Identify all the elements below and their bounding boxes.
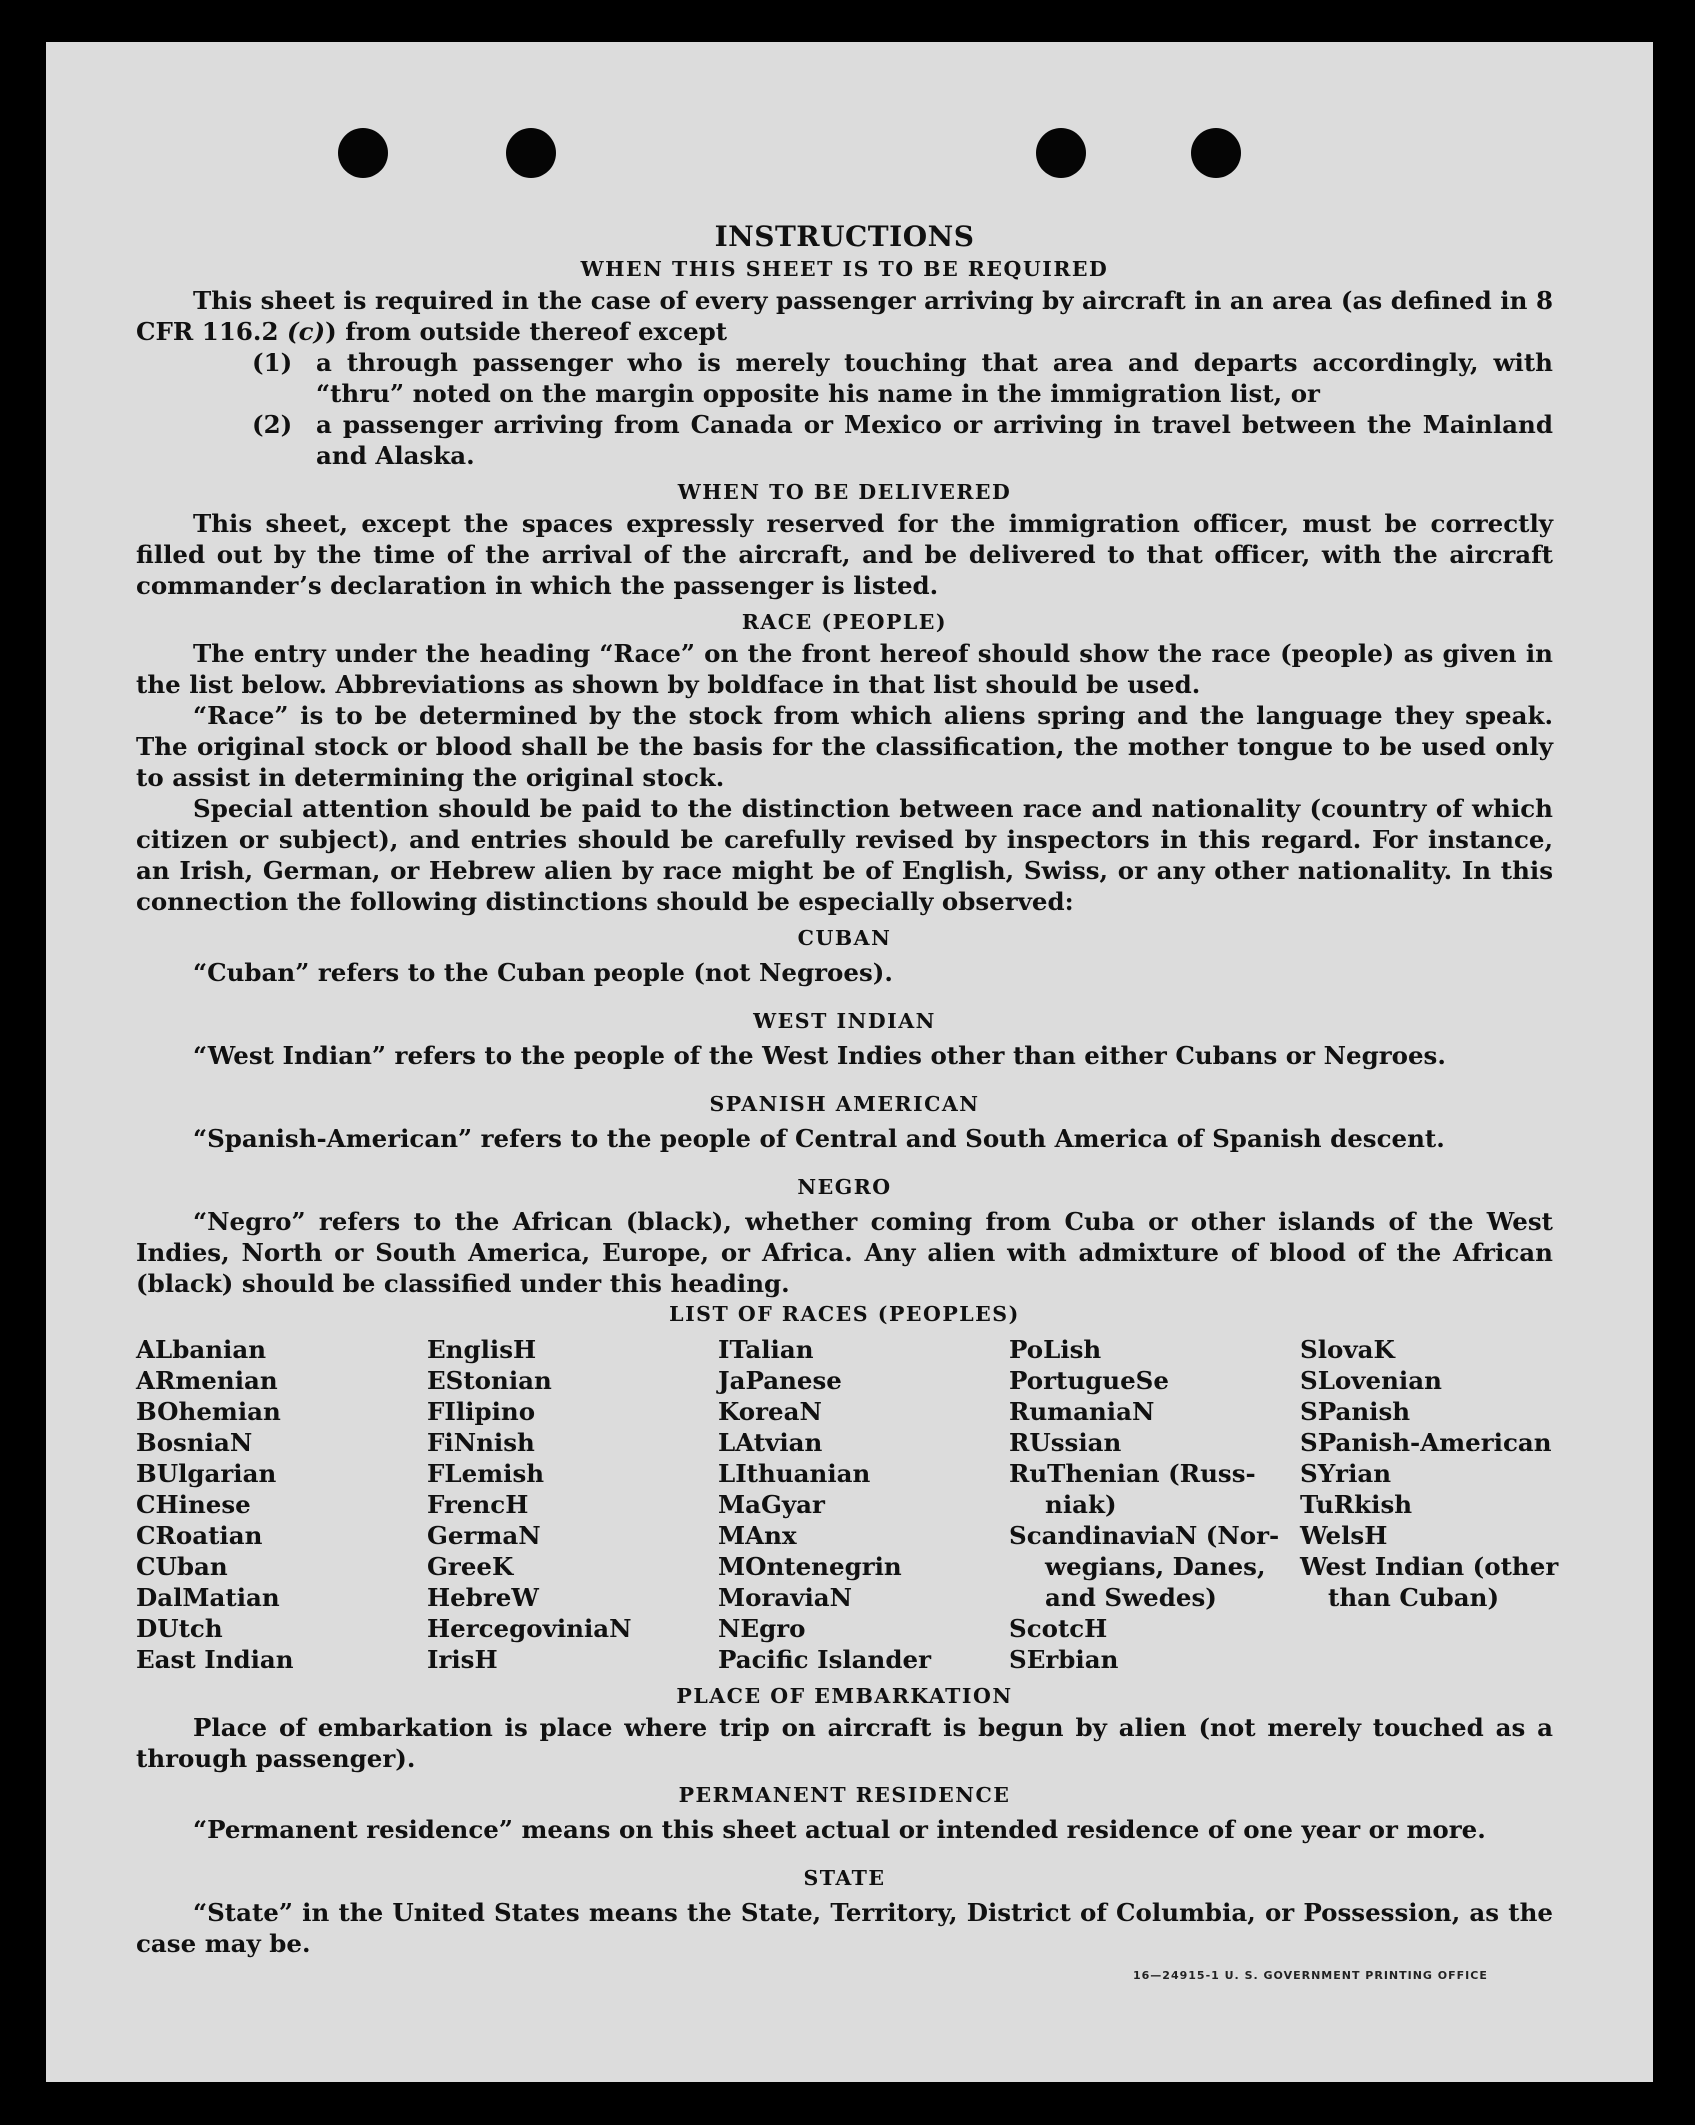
section-heading-spanish-american: SPANISH AMERICAN [709,1092,980,1116]
race-entry-continued: wegians, Danes, [1045,1552,1266,1581]
text: This sheet is required in the case of every passenger arriving by aircraft in an area (as defined in 8 CFR 116.2 [136,286,1553,346]
exception-item [136,409,1553,471]
punch-hole [1036,128,1086,178]
race-entry: GreeK [427,1552,514,1581]
punch-hole [338,128,388,178]
race-entry: LAtvian [718,1428,823,1457]
section-heading-delivered: WHEN TO BE DELIVERED [677,480,1012,504]
section-heading-race: RACE (PEOPLE) [741,610,948,634]
race-entry: East Indian [136,1645,294,1674]
west-indian-paragraph: “West Indian” refers to the people of the West Indies other than either Cubans or Negroes. [193,1041,1446,1070]
required-paragraph [136,285,1553,347]
race-paragraph-2: “Race” is to be determined by the stock from which aliens spring and the language they speak. The original stock or blood shall be the basis for the classification, the mother tongue to be used only to assist in determining the original stock. [136,701,1553,792]
race-entry: HebreW [427,1583,539,1612]
race-entry: EStonian [427,1366,552,1395]
races-column [1300,1334,1591,1675]
section-heading-residence: PERMANENT RESIDENCE [678,1783,1011,1807]
section-heading-state: STATE [803,1866,886,1890]
race-entry: CHinese [136,1490,251,1519]
section-heading-cuban: CUBAN [797,926,892,950]
page-title: INSTRUCTIONS [714,220,975,253]
text: ) from outside thereof [325,317,638,346]
spanish-american-paragraph: “Spanish-American” refers to the people of Central and South America of Spanish descent. [193,1124,1445,1153]
exception-item [136,347,1553,409]
race-entry: CRoatian [136,1521,263,1550]
race-entry: ARmenian [136,1366,278,1395]
race-entry: ALbanian [136,1335,267,1364]
negro-paragraph: “Negro” refers to the African (black), whether coming from Cuba or other islands of the West Indies, North or South America, Europe, or Africa. Any alien with admixture of blood of the African (black) should be classified under this heading. [136,1207,1553,1298]
race-entry: PoLish [1009,1335,1102,1364]
race-entry-continued: than Cuban) [1328,1583,1500,1612]
race-entry: MoraviaN [718,1583,853,1612]
races-column [427,1334,718,1675]
race-entry: PortugueSe [1009,1366,1169,1395]
item-text: a through passenger who is merely touching that area and departs accordingly, with “thru” noted on the margin opposite his name in the immigration list, or [316,348,1553,408]
races-column [718,1334,1009,1675]
race-entry: West Indian (other [1300,1552,1559,1581]
race-entry: SLovenian [1300,1366,1442,1395]
race-entry: Pacific Islander [718,1645,931,1674]
races-list [136,1334,1559,1675]
races-column [1009,1334,1300,1675]
race-entry: FLemish [427,1459,545,1488]
race-entry: SYrian [1300,1459,1392,1488]
race-entry: CUban [136,1552,228,1581]
section-heading-list-of-races: LIST OF RACES (PEOPLES) [669,1302,1020,1326]
state-paragraph: “State” in the United States means the State, Territory, District of Columbia, or Possession, as the case may be. [136,1898,1553,1958]
document-page [46,42,1653,2082]
race-entry: FiNnish [427,1428,535,1457]
race-entry-continued: niak) [1045,1490,1117,1519]
race-entry: EnglisH [427,1335,537,1364]
section-heading-west-indian: WEST INDIAN [753,1009,936,1033]
races-column [136,1334,427,1675]
text: (c) [287,317,326,346]
race-paragraph-3: Special attention should be paid to the distinction between race and nationality (country of which citizen or subject), and entries should be carefully revised by inspectors in this regard. For instance, an Irish, German, or Hebrew alien by race might be of English, Swiss, or any other nationality. In this connection the following distinctions should be especially observed: [136,794,1553,916]
race-entry: MOntenegrin [718,1552,902,1581]
race-entry: ScotcH [1009,1614,1108,1643]
race-entry: JaPanese [718,1366,842,1395]
race-entry: ITalian [718,1335,814,1364]
instructions-body [136,220,1559,1959]
race-entry: NEgro [718,1614,806,1643]
race-paragraph-1 [136,638,1553,700]
race-entry: TuRkish [1300,1490,1413,1519]
printer-imprint: 16—24915-1 U. S. GOVERNMENT PRINTING OFFICE [1133,1969,1488,1982]
race-entry: ScandinaviaN (Nor- [1009,1521,1280,1550]
race-entry: DalMatian [136,1583,280,1612]
cuban-paragraph: “Cuban” refers to the Cuban people (not Negroes). [193,958,893,987]
item-text: a passenger arriving from Canada or Mexico or arriving in travel between the Mainland and Alaska. [316,410,1553,470]
race-entry: BosniaN [136,1428,253,1457]
race-entry: FrencH [427,1490,529,1519]
race-entry: DUtch [136,1614,223,1643]
delivered-paragraph: This sheet, except the spaces expressly reserved for the immigration officer, must be correctly filled out by the time of the arrival of the aircraft, and be delivered to that officer, with the aircraft commander’s declaration in which the passenger is listed. [136,509,1553,600]
race-entry: FIlipino [427,1397,536,1426]
punch-hole [506,128,556,178]
race-entry: MaGyar [718,1490,825,1519]
item-number: (1) [252,348,293,377]
residence-paragraph: “Permanent residence” means on this sheet actual or intended residence of one year or more. [193,1815,1486,1844]
race-entry: IrisH [427,1645,498,1674]
text: except [637,317,728,346]
race-entry: SPanish-American [1300,1428,1552,1457]
race-entry: RUssian [1009,1428,1122,1457]
race-entry: WelsH [1300,1521,1388,1550]
race-entry: RumaniaN [1009,1397,1155,1426]
race-entry-continued: and Swedes) [1045,1583,1217,1612]
embarkation-paragraph: Place of embarkation is place where trip on aircraft is begun by alien (not merely touched as a through passenger). [136,1713,1553,1773]
text: The entry under the heading “Race” on the front hereof should show the race (people) as given in the list below. Abbreviations as shown by [136,639,1553,699]
section-heading-negro: NEGRO [797,1175,892,1199]
race-entry: GermaN [427,1521,541,1550]
race-entry: SlovaK [1300,1335,1395,1364]
race-entry: BUlgarian [136,1459,277,1488]
race-entry: BOhemian [136,1397,281,1426]
race-entry: RuThenian (Russ- [1009,1459,1256,1488]
race-entry: KoreaN [718,1397,822,1426]
item-number: (2) [252,410,293,439]
punch-hole [1191,128,1241,178]
race-entry: SErbian [1009,1645,1119,1674]
race-entry: LIthuanian [718,1459,871,1488]
section-heading-required: WHEN THIS SHEET IS TO BE REQUIRED [580,257,1109,281]
race-entry: SPanish [1300,1397,1411,1426]
race-entry: MAnx [718,1521,797,1550]
section-heading-embarkation: PLACE OF EMBARKATION [676,1684,1013,1708]
race-entry: HercegoviniaN [427,1614,632,1643]
text: boldface [707,670,825,699]
text: in that list should be used. [824,670,1201,699]
